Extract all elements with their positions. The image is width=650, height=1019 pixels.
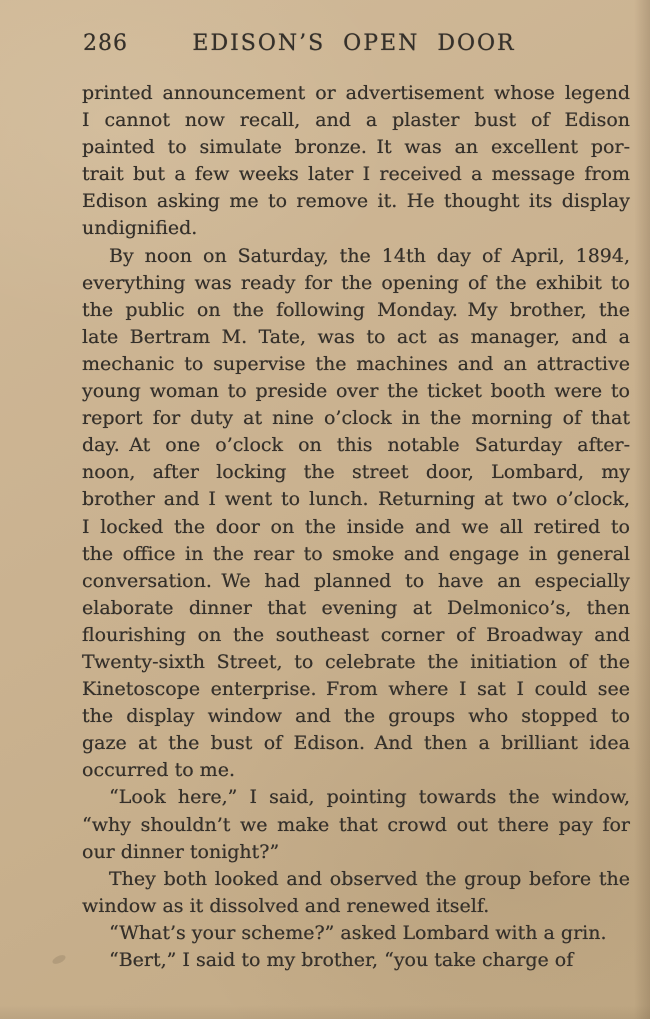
text-line: I locked the door on the inside and we all retired to	[82, 515, 630, 538]
page-bottom-shadow	[0, 1005, 650, 1019]
text-line: gaze at the bust of Edison. And then a brilliant idea	[82, 732, 630, 755]
text-line: printed announcement or advertisement whose legend	[82, 82, 630, 104]
text-line: the display window and the groups who stopped to	[82, 705, 630, 728]
text-line: conversation. We had planned to have an especially	[82, 569, 630, 592]
text-line: young woman to preside over the ticket booth were to	[82, 380, 630, 403]
text-line: day. At one o’clock on this notable Saturday after-	[82, 434, 630, 457]
text-line: elaborate dinner that evening at Delmonico’s, then	[82, 596, 630, 619]
text-line: painted to simulate bronze. It was an excellent por-	[82, 136, 630, 159]
text-line: trait but a few weeks later I received a message from	[82, 163, 630, 186]
text-line: everything was ready for the opening of the exhibit to	[82, 271, 630, 294]
text-line: report for duty at nine o’clock in the morning of that	[82, 407, 630, 430]
text-line: undignified.	[82, 217, 198, 240]
running-title: EDISON’S OPEN DOOR	[192, 31, 516, 56]
text-block	[82, 80, 630, 974]
page-number: 286	[83, 31, 128, 56]
text-line: “Look here,” I said, pointing towards the window,	[109, 786, 630, 809]
text-line: window as it dissolved and renewed itself.	[82, 894, 490, 917]
text-line: the office in the rear to smoke and engage in general	[82, 542, 630, 565]
text-line: brother and I went to lunch. Returning at two o’clock,	[82, 488, 630, 511]
text-line: the public on the following Monday. My brother, the	[82, 298, 630, 321]
text-line: Edison asking me to remove it. He thought its display	[82, 190, 630, 213]
text-line: noon, after locking the street door, Lombard, my	[82, 461, 630, 484]
ink-smudge	[51, 953, 67, 965]
text-line: “why shouldn’t we make that crowd out there pay for	[82, 813, 630, 836]
text-line: “What’s your scheme?” asked Lombard with a grin.	[109, 921, 607, 944]
text-line: occurred to me.	[82, 759, 235, 782]
text-line: “Bert,” I said to my brother, “you take charge of	[109, 949, 574, 971]
text-line: Kinetoscope enterprise. From where I sat I could see	[82, 678, 630, 701]
text-line: flourishing on the southeast corner of Broadway and	[82, 623, 630, 646]
page-header	[0, 31, 650, 59]
text-line: They both looked and observed the group before the	[109, 867, 630, 890]
page-edge-shadow	[634, 0, 650, 1019]
text-line: our dinner tonight?”	[82, 840, 280, 863]
text-line: late Bertram M. Tate, was to act as manager, and a	[82, 325, 630, 348]
text-line: By noon on Saturday, the 14th day of April, 1894,	[109, 244, 630, 267]
text-line: Twenty-sixth Street, to celebrate the initiation of the	[82, 650, 630, 673]
text-line: I cannot now recall, and a plaster bust of Edison	[82, 109, 630, 132]
text-line: mechanic to supervise the machines and an attractive	[82, 352, 630, 375]
